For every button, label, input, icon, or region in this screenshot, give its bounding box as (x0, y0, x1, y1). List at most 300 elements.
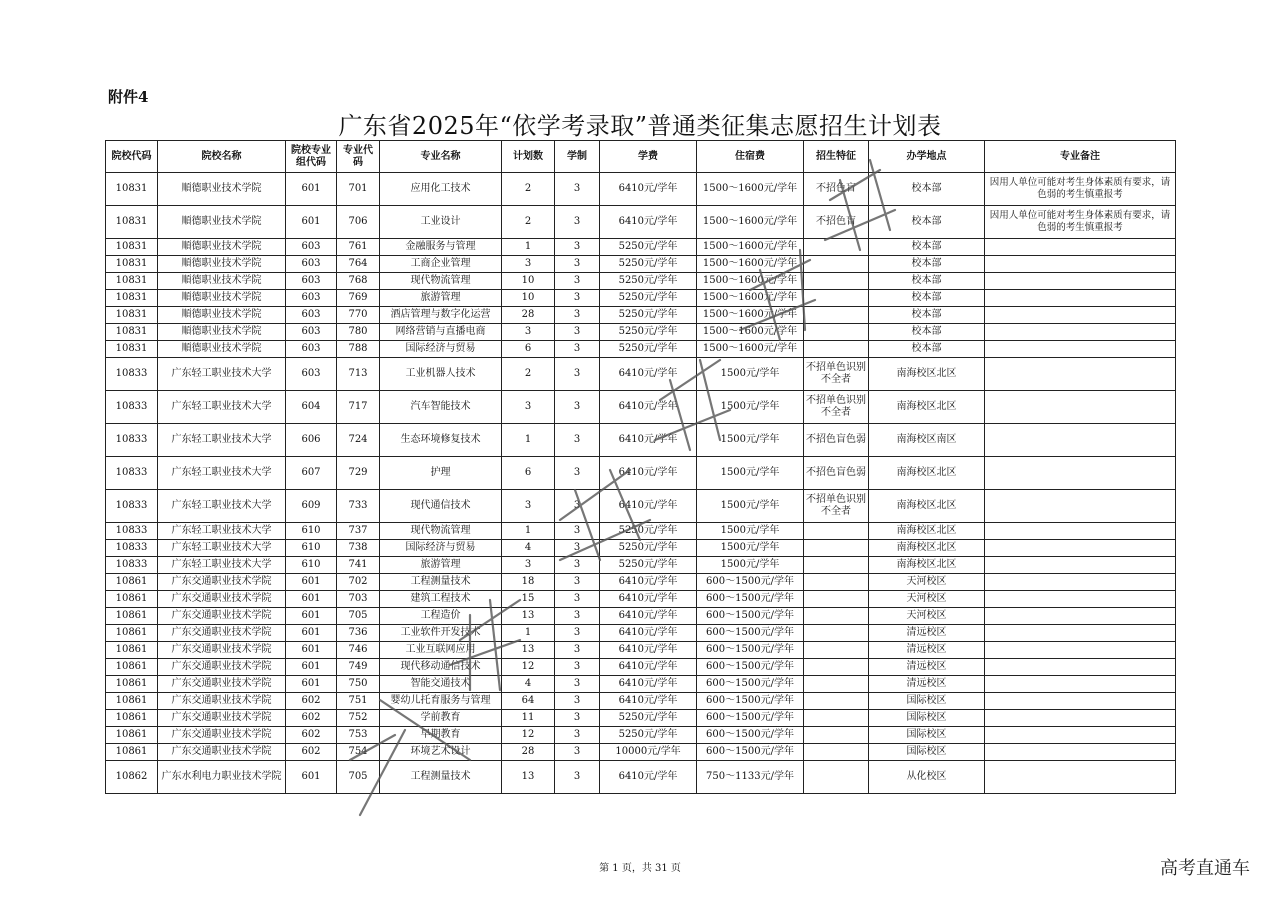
table-cell: 10861 (106, 591, 158, 608)
table-cell: 3 (555, 676, 600, 693)
table-cell: 工业软件开发技术 (380, 625, 502, 642)
table-cell: 校本部 (869, 206, 985, 239)
table-row (106, 273, 1176, 290)
table-cell (985, 391, 1176, 424)
table-cell: 6 (502, 457, 555, 490)
table-cell: 3 (502, 256, 555, 273)
table-cell: 736 (337, 625, 380, 642)
table-cell: 不招色盲色弱 (804, 457, 869, 490)
table-cell (985, 307, 1176, 324)
table-cell: 广东交通职业技术学院 (158, 693, 286, 710)
table-cell: 广东交通职业技术学院 (158, 642, 286, 659)
table-cell: 校本部 (869, 173, 985, 206)
table-cell: 广东轻工职业技术大学 (158, 424, 286, 457)
table-cell (804, 256, 869, 273)
table-cell: 10861 (106, 727, 158, 744)
table-cell: 10833 (106, 557, 158, 574)
table-cell: 10862 (106, 761, 158, 794)
table-cell: 738 (337, 540, 380, 557)
header-cell: 专业备注 (985, 141, 1176, 173)
table-cell: 广东交通职业技术学院 (158, 574, 286, 591)
table-cell: 3 (555, 591, 600, 608)
table-cell (804, 341, 869, 358)
table-cell: 602 (286, 710, 337, 727)
table-cell: 3 (555, 391, 600, 424)
table-cell: 现代物流管理 (380, 273, 502, 290)
table-cell: 酒店管理与数字化运营 (380, 307, 502, 324)
table-cell: 750～1133元/学年 (697, 761, 804, 794)
table-cell: 600～1500元/学年 (697, 727, 804, 744)
table-cell: 13 (502, 608, 555, 625)
table-cell: 6 (502, 341, 555, 358)
table-cell: 733 (337, 490, 380, 523)
header-cell: 招生特征 (804, 141, 869, 173)
table-cell: 3 (555, 273, 600, 290)
table-cell: 广东交通职业技术学院 (158, 591, 286, 608)
table-cell: 5250元/学年 (600, 540, 697, 557)
page-footer: 第 1 页，共 31 页 (599, 863, 681, 874)
table-cell: 南海校区北区 (869, 557, 985, 574)
table-cell: 3 (555, 341, 600, 358)
table-cell (804, 239, 869, 256)
table-cell: 3 (555, 173, 600, 206)
table-cell (804, 307, 869, 324)
table-cell: 不招单色识别不全者 (804, 358, 869, 391)
table-cell: 601 (286, 608, 337, 625)
table-cell: 600～1500元/学年 (697, 625, 804, 642)
table-cell: 603 (286, 256, 337, 273)
table-cell: 10861 (106, 693, 158, 710)
table-cell (804, 324, 869, 341)
table-cell: 602 (286, 744, 337, 761)
table-cell: 713 (337, 358, 380, 391)
table-cell (985, 256, 1176, 273)
table-cell: 旅游管理 (380, 290, 502, 307)
table-cell: 600～1500元/学年 (697, 744, 804, 761)
header-cell: 学费 (600, 141, 697, 173)
table-cell: 早期教育 (380, 727, 502, 744)
table-row (106, 693, 1176, 710)
header-cell: 住宿费 (697, 141, 804, 173)
table-cell: 603 (286, 307, 337, 324)
table-cell: 校本部 (869, 273, 985, 290)
header-cell: 专业代码 (337, 141, 380, 173)
table-cell: 应用化工技术 (380, 173, 502, 206)
table-cell: 南海校区北区 (869, 457, 985, 490)
table-cell: 建筑工程技术 (380, 591, 502, 608)
table-cell (804, 540, 869, 557)
table-row (106, 574, 1176, 591)
table-cell: 校本部 (869, 307, 985, 324)
table-cell (985, 693, 1176, 710)
table-row (106, 358, 1176, 391)
table-cell: 3 (555, 424, 600, 457)
table-cell: 婴幼儿托育服务与管理 (380, 693, 502, 710)
table-cell: 749 (337, 659, 380, 676)
table-cell (804, 676, 869, 693)
table-cell: 1500元/学年 (697, 557, 804, 574)
table-cell: 601 (286, 173, 337, 206)
table-cell: 1 (502, 625, 555, 642)
table-cell: 南海校区北区 (869, 523, 985, 540)
table-cell: 南海校区北区 (869, 540, 985, 557)
table-cell: 3 (555, 744, 600, 761)
table-cell: 601 (286, 761, 337, 794)
table-cell: 3 (502, 391, 555, 424)
table-row (106, 523, 1176, 540)
table-cell: 603 (286, 324, 337, 341)
table-cell: 国际经济与贸易 (380, 341, 502, 358)
header-cell: 院校代码 (106, 141, 158, 173)
table-cell: 604 (286, 391, 337, 424)
table-cell: 600～1500元/学年 (697, 608, 804, 625)
table-cell: 从化校区 (869, 761, 985, 794)
table-cell (804, 744, 869, 761)
table-cell (985, 608, 1176, 625)
table-cell (985, 676, 1176, 693)
table-cell: 601 (286, 659, 337, 676)
table-cell: 10861 (106, 676, 158, 693)
table-cell: 729 (337, 457, 380, 490)
table-cell: 广东交通职业技术学院 (158, 710, 286, 727)
table-cell: 10833 (106, 523, 158, 540)
table-cell: 国际校区 (869, 693, 985, 710)
table-cell: 602 (286, 727, 337, 744)
table-cell: 1500元/学年 (697, 391, 804, 424)
table-cell: 601 (286, 591, 337, 608)
table-cell: 6410元/学年 (600, 574, 697, 591)
table-cell: 788 (337, 341, 380, 358)
table-cell (804, 574, 869, 591)
table-cell: 10831 (106, 206, 158, 239)
table-cell: 4 (502, 540, 555, 557)
table-cell (804, 608, 869, 625)
table-cell: 校本部 (869, 341, 985, 358)
table-cell (985, 659, 1176, 676)
table-cell: 3 (555, 710, 600, 727)
table-cell: 南海校区南区 (869, 424, 985, 457)
table-cell: 6410元/学年 (600, 358, 697, 391)
table-cell: 6410元/学年 (600, 591, 697, 608)
table-cell: 752 (337, 710, 380, 727)
table-cell: 6410元/学年 (600, 608, 697, 625)
table-cell (985, 625, 1176, 642)
table-cell: 1500元/学年 (697, 358, 804, 391)
table-cell: 不招单色识别不全者 (804, 391, 869, 424)
table-cell: 769 (337, 290, 380, 307)
table-cell: 3 (555, 608, 600, 625)
table-cell: 广东水利电力职业技术学院 (158, 761, 286, 794)
attachment-label: 附件4 (108, 88, 149, 106)
table-row (106, 424, 1176, 457)
table-row (106, 256, 1176, 273)
table-row (106, 642, 1176, 659)
table-cell: 780 (337, 324, 380, 341)
table-cell: 广东交通职业技术学院 (158, 676, 286, 693)
table-row (106, 608, 1176, 625)
table-cell: 校本部 (869, 290, 985, 307)
table-cell: 现代通信技术 (380, 490, 502, 523)
table-cell: 5250元/学年 (600, 710, 697, 727)
table-cell: 因用人单位可能对考生身体素质有要求，请色弱的考生慎重报考 (985, 173, 1176, 206)
table-cell: 广东交通职业技术学院 (158, 659, 286, 676)
table-cell: 1500元/学年 (697, 523, 804, 540)
table-cell: 3 (555, 727, 600, 744)
table-cell: 5250元/学年 (600, 341, 697, 358)
table-cell: 64 (502, 693, 555, 710)
table-cell: 10861 (106, 608, 158, 625)
table-cell: 广东轻工职业技术大学 (158, 490, 286, 523)
table-cell: 旅游管理 (380, 557, 502, 574)
table-row (106, 239, 1176, 256)
table-cell: 600～1500元/学年 (697, 574, 804, 591)
table-cell (985, 727, 1176, 744)
table-cell (804, 523, 869, 540)
table-cell: 610 (286, 540, 337, 557)
table-cell: 順德职业技术学院 (158, 324, 286, 341)
table-cell: 南海校区北区 (869, 358, 985, 391)
table-cell: 順德职业技术学院 (158, 206, 286, 239)
table-cell: 5250元/学年 (600, 307, 697, 324)
table-cell: 705 (337, 608, 380, 625)
table-cell: 1500元/学年 (697, 424, 804, 457)
table-cell: 环境艺术设计 (380, 744, 502, 761)
table-cell (985, 523, 1176, 540)
table-cell (985, 490, 1176, 523)
table-cell: 603 (286, 239, 337, 256)
table-cell: 768 (337, 273, 380, 290)
table-cell: 10831 (106, 239, 158, 256)
table-cell: 3 (555, 659, 600, 676)
table-cell: 1500～1600元/学年 (697, 324, 804, 341)
table-cell: 751 (337, 693, 380, 710)
table-cell (985, 290, 1176, 307)
table-row (106, 744, 1176, 761)
table-cell: 12 (502, 727, 555, 744)
table-cell: 10861 (106, 744, 158, 761)
table-cell: 6410元/学年 (600, 457, 697, 490)
table-cell: 2 (502, 173, 555, 206)
table-cell: 順德职业技术学院 (158, 256, 286, 273)
table-cell: 5250元/学年 (600, 557, 697, 574)
table-cell: 汽车智能技术 (380, 391, 502, 424)
table-cell: 天河校区 (869, 591, 985, 608)
table-cell: 603 (286, 273, 337, 290)
table-cell: 金融服务与管理 (380, 239, 502, 256)
table-cell: 15 (502, 591, 555, 608)
table-cell: 10831 (106, 307, 158, 324)
table-row (106, 490, 1176, 523)
table-cell: 6410元/学年 (600, 424, 697, 457)
table-cell: 753 (337, 727, 380, 744)
table-cell: 国际校区 (869, 710, 985, 727)
table-cell: 10000元/学年 (600, 744, 697, 761)
table-cell: 工商企业管理 (380, 256, 502, 273)
table-cell: 706 (337, 206, 380, 239)
table-cell (804, 290, 869, 307)
table-cell: 609 (286, 490, 337, 523)
table-cell: 广东交通职业技术学院 (158, 608, 286, 625)
table-cell (804, 710, 869, 727)
table-cell: 601 (286, 676, 337, 693)
table-cell: 工业机器人技术 (380, 358, 502, 391)
header-cell: 院校专业组代码 (286, 141, 337, 173)
table-cell: 3 (555, 761, 600, 794)
table-cell: 600～1500元/学年 (697, 642, 804, 659)
table-cell: 3 (555, 324, 600, 341)
table-cell: 10 (502, 273, 555, 290)
table-cell: 741 (337, 557, 380, 574)
header-cell: 院校名称 (158, 141, 286, 173)
table-body (106, 173, 1176, 794)
table-cell: 校本部 (869, 324, 985, 341)
table-cell: 737 (337, 523, 380, 540)
table-header-row (106, 141, 1176, 173)
table-cell: 28 (502, 307, 555, 324)
table-cell: 13 (502, 642, 555, 659)
table-cell: 600～1500元/学年 (697, 676, 804, 693)
table-cell (985, 540, 1176, 557)
table-cell: 10861 (106, 710, 158, 727)
table-cell: 6410元/学年 (600, 642, 697, 659)
table-cell: 10831 (106, 341, 158, 358)
table-cell: 順德职业技术学院 (158, 290, 286, 307)
table-cell: 10831 (106, 256, 158, 273)
table-cell: 724 (337, 424, 380, 457)
table-cell: 1500～1600元/学年 (697, 173, 804, 206)
table-cell: 3 (555, 557, 600, 574)
table-cell (985, 273, 1176, 290)
table-cell: 600～1500元/学年 (697, 659, 804, 676)
table-cell: 天河校区 (869, 608, 985, 625)
table-cell: 3 (555, 625, 600, 642)
table-cell: 10831 (106, 173, 158, 206)
table-cell: 18 (502, 574, 555, 591)
table-cell: 600～1500元/学年 (697, 693, 804, 710)
admission-plan-table (105, 140, 1176, 794)
table-cell: 3 (555, 693, 600, 710)
table-cell (985, 642, 1176, 659)
table-row (106, 625, 1176, 642)
table-cell: 1500～1600元/学年 (697, 206, 804, 239)
table-cell: 2 (502, 206, 555, 239)
table-cell (804, 273, 869, 290)
table-cell: 702 (337, 574, 380, 591)
table-cell: 764 (337, 256, 380, 273)
table-cell: 6410元/学年 (600, 676, 697, 693)
table-cell: 清远校区 (869, 659, 985, 676)
table-cell (804, 591, 869, 608)
table-cell: 国际校区 (869, 727, 985, 744)
table-cell: 3 (555, 290, 600, 307)
table-cell: 广东轻工职业技术大学 (158, 523, 286, 540)
table-cell: 6410元/学年 (600, 173, 697, 206)
table-cell (985, 457, 1176, 490)
brand-watermark: 高考直通车 (1160, 858, 1250, 879)
table-cell: 1 (502, 239, 555, 256)
table-cell: 5250元/学年 (600, 256, 697, 273)
table-cell: 6410元/学年 (600, 391, 697, 424)
table-cell: 不招色盲 (804, 173, 869, 206)
table-row (106, 557, 1176, 574)
table-row (106, 290, 1176, 307)
table-cell: 3 (502, 324, 555, 341)
table-cell: 广东轻工职业技术大学 (158, 391, 286, 424)
table-cell: 10 (502, 290, 555, 307)
table-cell: 清远校区 (869, 676, 985, 693)
table-cell: 順德职业技术学院 (158, 273, 286, 290)
table-row (106, 727, 1176, 744)
table-cell (985, 324, 1176, 341)
table-cell: 3 (555, 574, 600, 591)
table-cell: 717 (337, 391, 380, 424)
table-cell: 10831 (106, 273, 158, 290)
table-cell: 1500元/学年 (697, 540, 804, 557)
table-cell: 3 (555, 256, 600, 273)
table-cell: 13 (502, 761, 555, 794)
table-cell (985, 557, 1176, 574)
table-cell (804, 761, 869, 794)
table-cell: 601 (286, 642, 337, 659)
table-cell: 6410元/学年 (600, 490, 697, 523)
table-cell (804, 727, 869, 744)
table-cell: 10833 (106, 358, 158, 391)
table-cell: 1 (502, 424, 555, 457)
table-cell (985, 239, 1176, 256)
table-cell: 1500～1600元/学年 (697, 307, 804, 324)
table-cell (985, 424, 1176, 457)
table-cell: 生态环境修复技术 (380, 424, 502, 457)
table-cell: 工程造价 (380, 608, 502, 625)
table-row (106, 206, 1176, 239)
table-cell: 3 (555, 490, 600, 523)
table-row (106, 341, 1176, 358)
table-cell: 国际校区 (869, 744, 985, 761)
table-cell: 600～1500元/学年 (697, 710, 804, 727)
table-cell: 606 (286, 424, 337, 457)
table-row (106, 591, 1176, 608)
table-cell: 10831 (106, 324, 158, 341)
table-cell (804, 659, 869, 676)
table-cell (985, 341, 1176, 358)
table-cell: 4 (502, 676, 555, 693)
table-cell: 天河校区 (869, 574, 985, 591)
table-cell: 5250元/学年 (600, 273, 697, 290)
table-cell: 护理 (380, 457, 502, 490)
table-cell: 5250元/学年 (600, 290, 697, 307)
table-cell: 607 (286, 457, 337, 490)
table-cell: 順德职业技术学院 (158, 307, 286, 324)
table-row (106, 307, 1176, 324)
table-cell: 广东轻工职业技术大学 (158, 557, 286, 574)
table-cell: 广东交通职业技术学院 (158, 727, 286, 744)
table-cell: 705 (337, 761, 380, 794)
table-cell: 754 (337, 744, 380, 761)
table-cell: 10861 (106, 625, 158, 642)
table-cell: 610 (286, 557, 337, 574)
table-cell: 10861 (106, 659, 158, 676)
table-cell: 5250元/学年 (600, 727, 697, 744)
table-cell: 1500元/学年 (697, 490, 804, 523)
table-cell: 610 (286, 523, 337, 540)
table-cell: 广东轻工职业技术大学 (158, 358, 286, 391)
table-cell: 6410元/学年 (600, 625, 697, 642)
table-cell: 10833 (106, 490, 158, 523)
table-cell: 2 (502, 358, 555, 391)
table-cell: 现代物流管理 (380, 523, 502, 540)
table-cell: 12 (502, 659, 555, 676)
table-cell: 1 (502, 523, 555, 540)
